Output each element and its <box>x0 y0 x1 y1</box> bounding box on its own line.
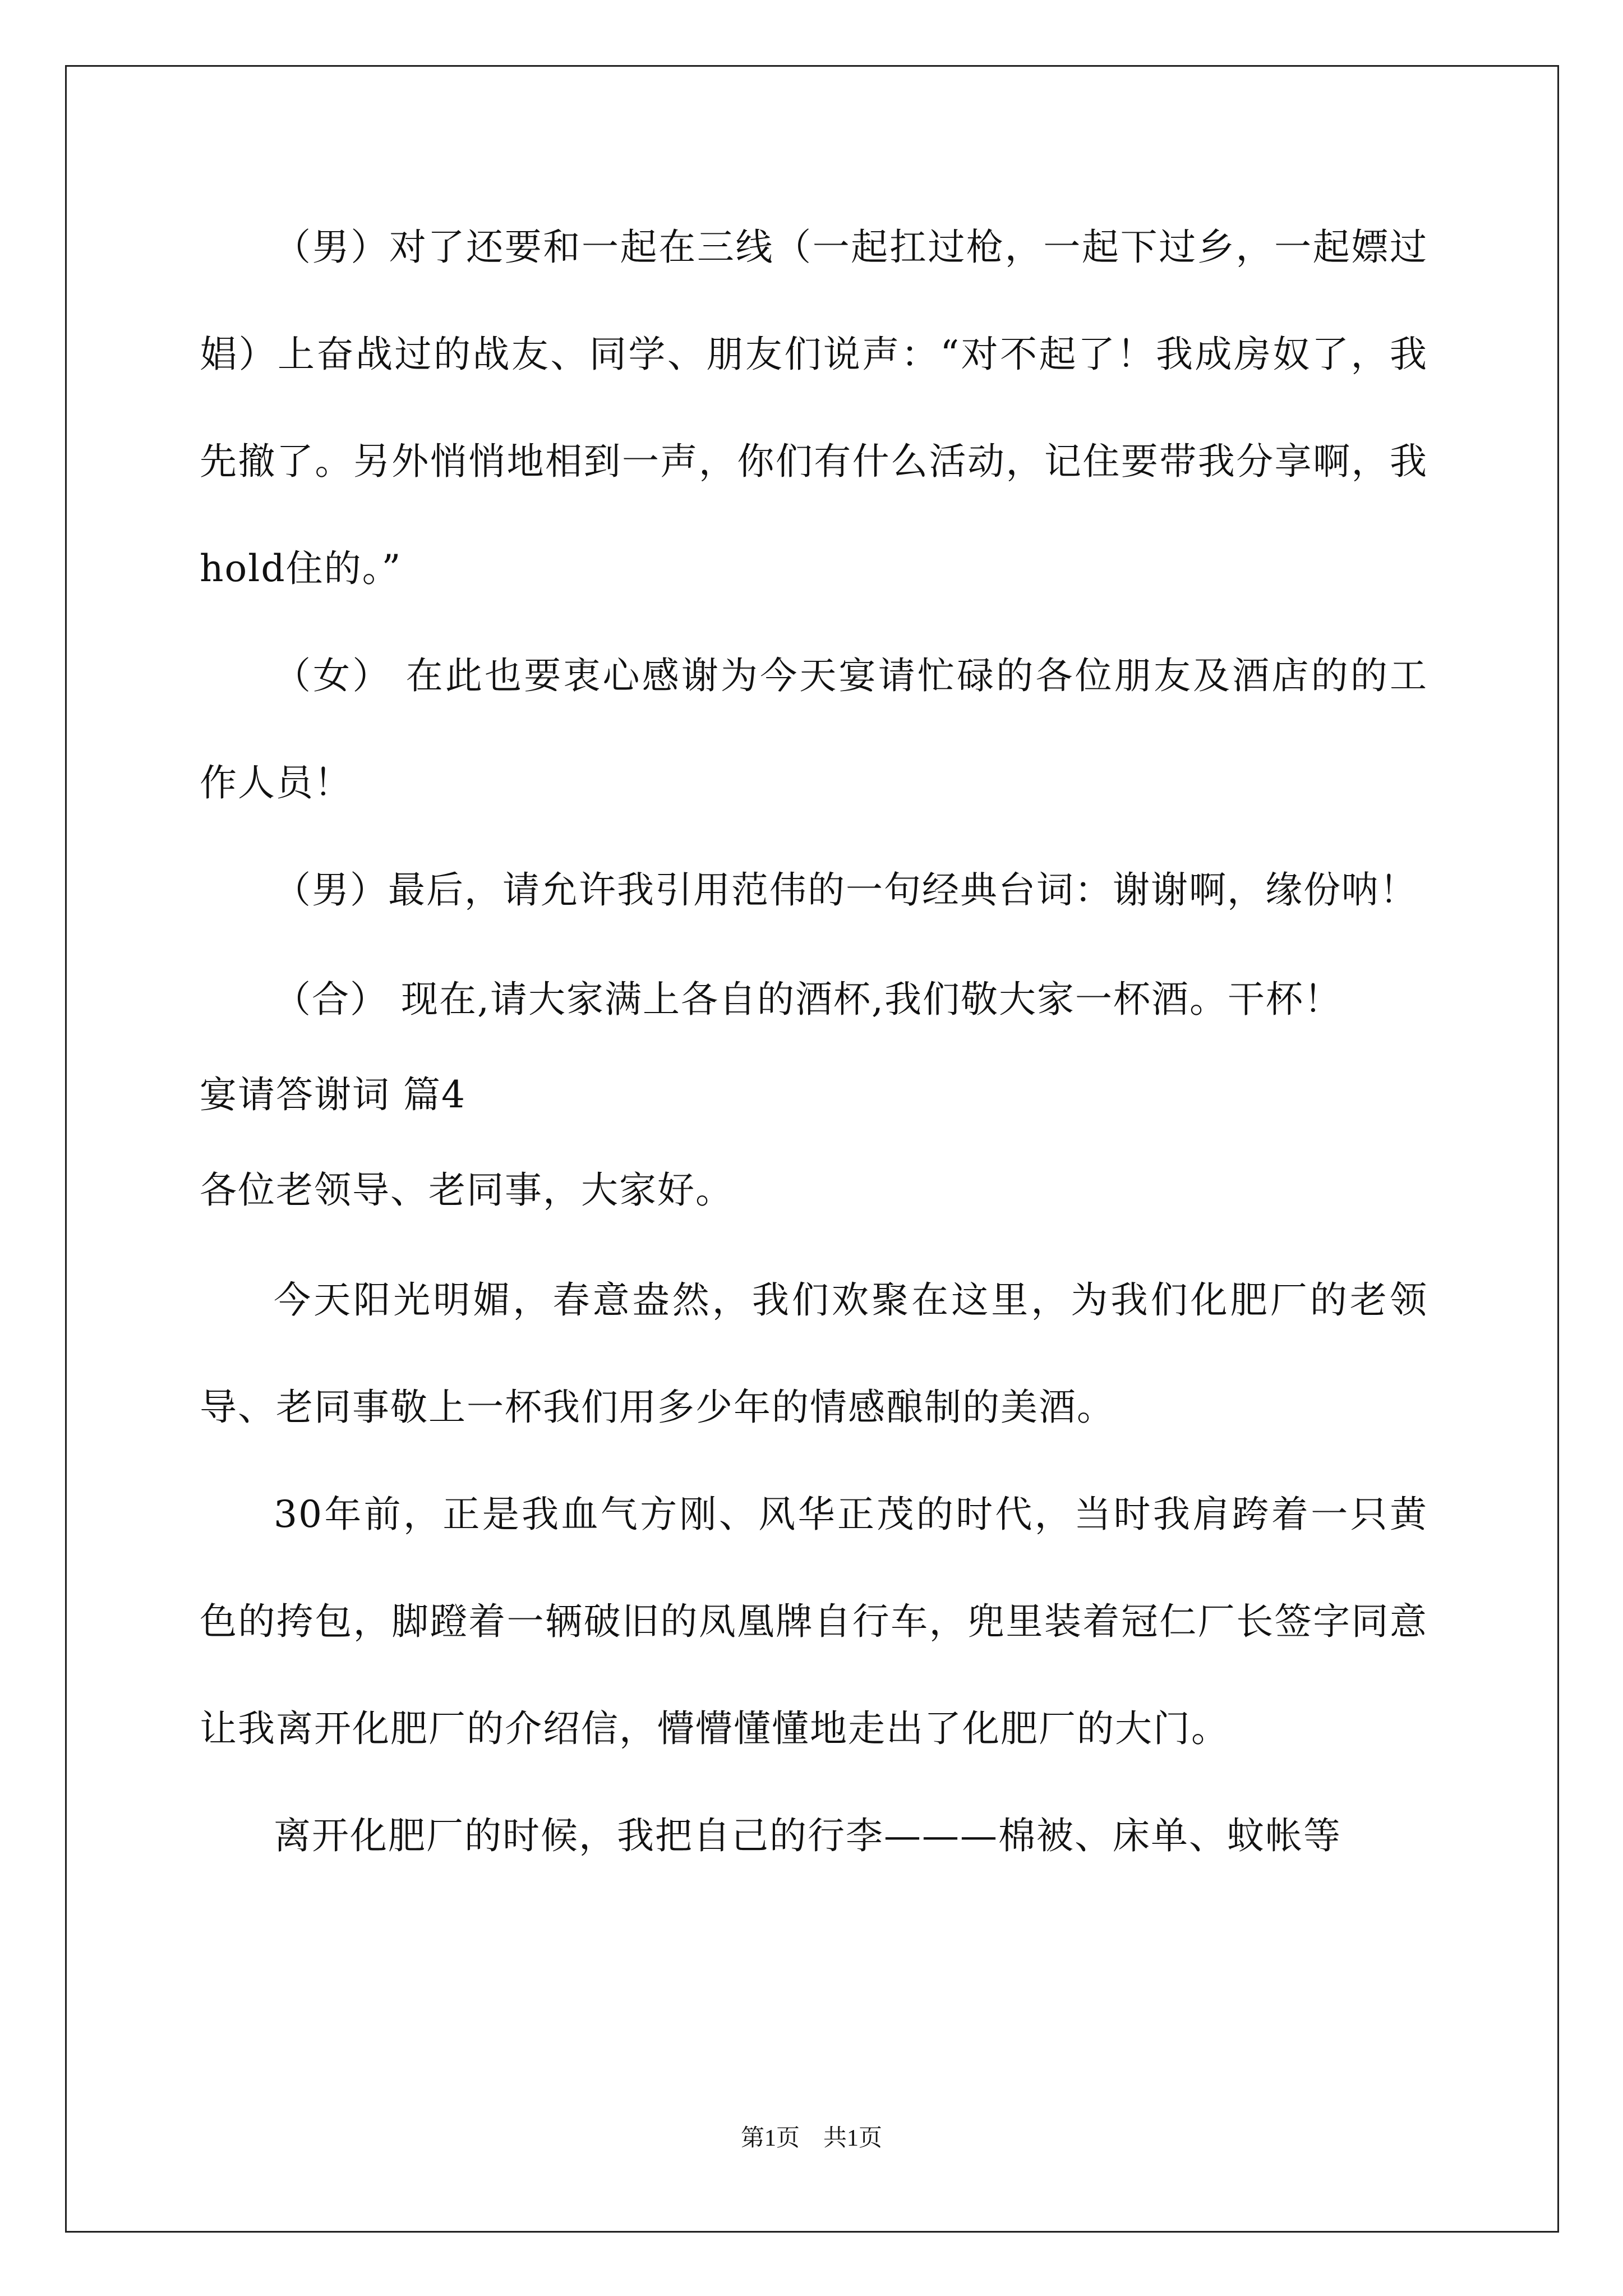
paragraph-3: （男）最后，请允许我引用范伟的一句经典台词：谢谢啊，缘份呐！ <box>274 868 1418 912</box>
page-footer: 第1页 共1页 <box>740 2125 882 2151</box>
paragraph-6: 30年前，正是我血气方刚、风华正茂的时代，当时我肩跨着一只黄色的挎包，脚蹬着一辆破旧的凤凰牌自行车，兜里装着冠仁厂长签字同意让我离开化肥厂的介绍信，懵懵懂懂地走出了化肥厂的大门。 <box>200 1493 1428 1750</box>
document-body <box>200 194 1428 1889</box>
section-heading: 宴请答谢词 篇4 <box>200 1073 466 1116</box>
paragraph-5: 今天阳光明媚，春意盎然，我们欢聚在这里，为我们化肥厂的老领导、老同事敬上一杯我们用多少年的情感酿制的美酒。 <box>200 1278 1428 1429</box>
paragraph-4: （合） 现在,请大家满上各自的酒杯,我们敬大家一杯酒。干杯！ <box>274 978 1342 1021</box>
paragraph-2: （女） 在此也要衷心感谢为今天宴请忙碌的各位朋友及酒店的的工作人员！ <box>200 654 1428 804</box>
greeting-line: 各位老领导、老同事，大家好。 <box>200 1168 734 1212</box>
paragraph-7: 离开化肥厂的时候，我把自己的行李———棉被、床单、蚊帐等 <box>274 1814 1341 1857</box>
paragraph-1: （男）对了还要和一起在三线（一起扛过枪，一起下过乡，一起嫖过娼）上奋战过的战友、同学、朋友们说声：“对不起了！我成房奴了，我先撤了。另外悄悄地相到一声，你们有什么活动，记住要带我分享啊，我hold住的。” <box>200 226 1428 590</box>
